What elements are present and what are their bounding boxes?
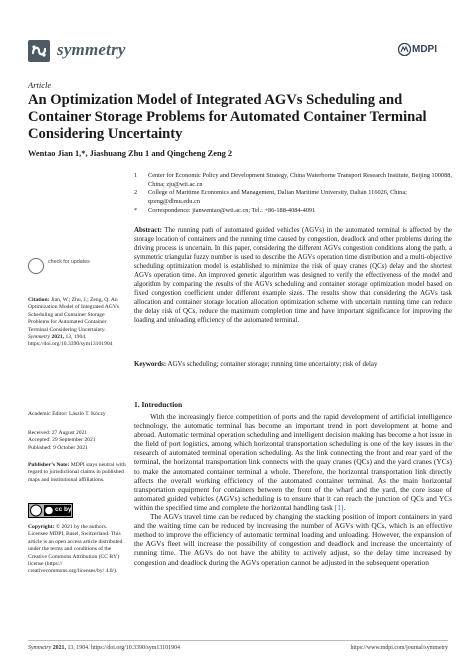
mdpi-label: MDPI	[412, 44, 437, 55]
abstract	[134, 226, 452, 326]
abstract-label: Abstract:	[134, 227, 162, 234]
introduction-body	[134, 412, 452, 567]
keywords-label: Keywords:	[134, 361, 167, 368]
citation-block: Citation: Jian, W.; Zhu, J.; Zeng, Q. An Optimization Model of Integrated AGVs Scheduling and Container Storage Problems for Automated Container Terminal Considering Uncertainty. Symmetry 2021, 13, 1904. https://doi.org/10.3390/sym13101904	[28, 297, 120, 348]
paragraph: With the increasingly fierce competition of ports and the rapid development of artificial intelligence technology, the automatic terminal has become an important trend in port development at home and abroad. Automatic terminal operation scheduling and intelligent decision making has become a hot issue in the field of port logistics, among which horizontal transportation scheduling is one of the key issues in the research of automated terminal operation scheduling. As the link connecting the front and rear yard of the terminal, the horizontal transportation link connects with the quay cranes (QCs) and the yard cranes (YCs) to make the automated container terminal a whole. Therefore, the horizontal transportation link directly affects the overall working efficiency of the automated container terminal. As the main horizontal transportation equipment for containers between the front of the wharf and the yard, the core issue of automated guided vehicles (AGVs) scheduling is to ensure that it can reach the junction of QCs and YCs within the specified time and complete the horizontal handling task [1].	[134, 412, 452, 512]
journal-header	[28, 40, 448, 66]
copyright-notice: Copyright: © 2021 by the authors. Licensee MDPI, Basel, Switzerland. This article is an open access article distributed under the terms and conditions of the Creative Commons Attribution (CC BY) license (https:// creativecommons.org/licenses/by/ 4.0/).	[28, 524, 123, 575]
affiliations	[134, 172, 452, 216]
symmetry-logo-icon	[28, 40, 50, 62]
abstract-text: The running path of automated guided vehicles (AGVs) in the automated terminal is affected by the storage location of containers and the running time caused by congestion, deadlock and other problems during the driving process is uncertain. In this paper, considering the different AGVs congestion conditions along the path, a symmetric triangular fuzzy number is used to describe the AGVs operation time distribution and a multi-objective scheduling optimization model is established to minimize the risk of quay cranes (QCs) delay and the shortest AGVs operation time. An improved genetic algorithm was designed to verify the effectiveness of the model and algorithm by comparing the results of the AGVs scheduling and container storage optimization model based on fixed congestion coefficient under different example sizes. The results show that considering the AGVs task allocation and container storage location allocation optimization scheme with uncertain running time can reduce the delay risk of QCs, reduce the maximum completion time and have important significance for improving the loading and unloading efficiency of the automated terminal.	[134, 227, 452, 325]
mdpi-logo-icon	[398, 43, 411, 56]
affiliation-1: 1 Center for Economic Policy and Development Strategy, China Waterborne Transport Research Institute, Beijing 100088, China; zju@wti.ac.cn	[134, 172, 452, 188]
correspondence: * Correspondence: jianwentao@wti.ac.cn; Tel.: +86-188-4084-4091	[134, 206, 316, 214]
publication-dates: Received: 27 August 2021 Accepted: 29 September 2021 Published: 9 October 2021	[28, 430, 96, 451]
footer-journal-url[interactable]: https://www.mdpi.com/journal/symmetry	[350, 645, 448, 651]
publisher-note: Publisher’s Note: MDPI stays neutral with regard to jurisdictional claims in published maps and institutional affiliations.	[28, 462, 126, 483]
academic-editor: Academic Editor: László T. Kóczy	[28, 411, 106, 417]
cc-by-license-badge[interactable]	[28, 503, 73, 518]
license-label: cc by	[55, 506, 72, 513]
mdpi-logo	[412, 42, 448, 60]
check-for-updates-badge[interactable]	[28, 257, 98, 277]
keywords-text: AGVs scheduling; container storage; running time uncertainty; risk of delay	[167, 361, 378, 368]
citation-doi-link[interactable]: 13, 1904. https://doi.org/10.3390/sym13101904	[28, 334, 113, 348]
affiliation-2: 2 College of Maritime Economics and Management, Dalian Maritime University, Dalian 116026, China; qzeng@dlmu.edu.cn	[134, 189, 407, 206]
updates-label: check for updates	[48, 259, 90, 265]
reference-link[interactable]: [1]	[334, 502, 344, 512]
author-list: Wentao Jian 1,*, Jiashuang Zhu 1 and Qingcheng Zeng 2	[28, 149, 233, 158]
article-title: An Optimization Model of Integrated AGVs Scheduling and Container Storage Problems for Automated Container Terminal Considering Uncertainty	[28, 92, 427, 142]
update-check-icon	[28, 258, 44, 274]
paragraph: The AGVs travel time can be reduced by changing the stacking position of import containers in yard and the waiting time can be reduced by increasing the number of AGVs with QCs, which is an effective method to improve the efficiency of automatic terminal loading and unloading. However, the expansion of the AGVs fleet will increase the possibility of congestion and deadlock and increase the uncertainty of running time. The AGVs do not have the ability to actively adjust, so the delay time increased by congestion and deadlock during the AGVs operation cannot be adjusted in the subsequent operation	[134, 512, 452, 567]
article-type: Article	[28, 80, 52, 90]
journal-name: symmetry	[57, 40, 126, 59]
section-heading-introduction: 1. Introduction	[134, 400, 183, 409]
keywords	[134, 360, 452, 369]
footer-citation: Symmetry 2021, 13, 1904. https://doi.org/10.3390/sym13101904	[28, 645, 180, 651]
footer-doi-link[interactable]: 13, 1904. https://doi.org/10.3390/sym13101904	[67, 645, 180, 651]
footer-divider	[28, 640, 448, 641]
